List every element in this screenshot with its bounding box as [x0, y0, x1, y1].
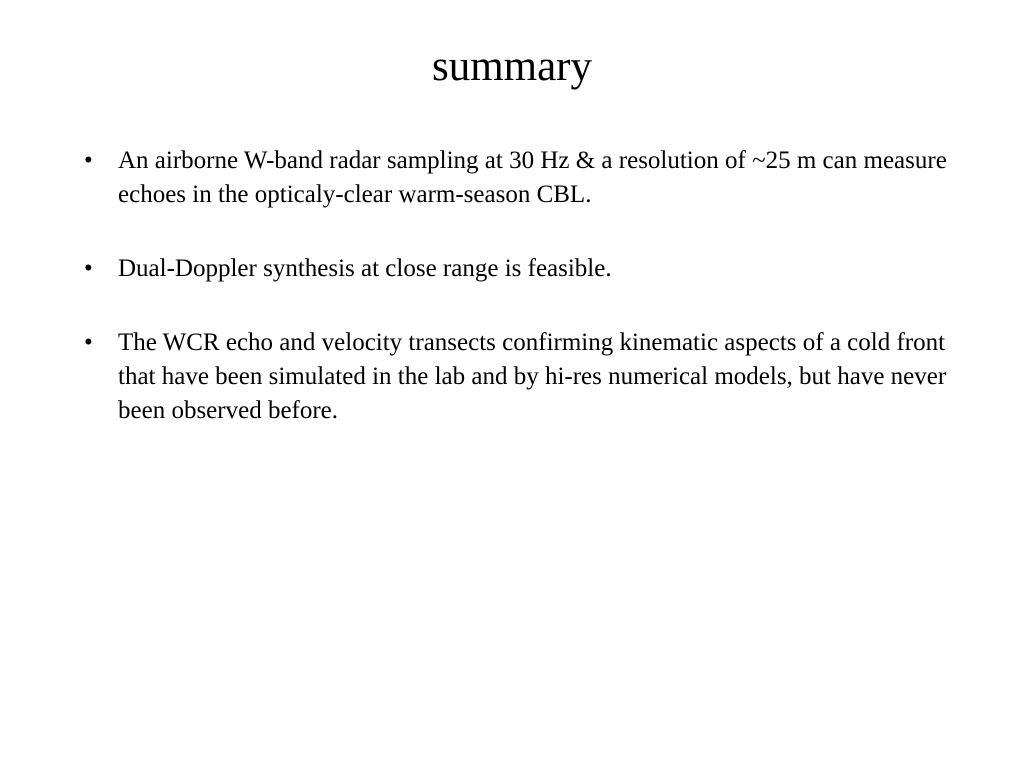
bullet-icon: • — [84, 147, 93, 174]
bullet-list — [78, 144, 978, 468]
slide-title: summary — [431, 43, 593, 90]
bullet-item — [78, 144, 978, 212]
bullet-item — [78, 326, 978, 428]
bullet-text: Dual-Doppler synthesis at close range is feasible. — [118, 255, 612, 282]
bullet-icon: • — [84, 329, 93, 356]
bullet-item — [78, 252, 978, 286]
bullet-icon: • — [84, 255, 93, 282]
bullet-text: An airborne W-band radar sampling at 30 Hz & a resolution of ~25 m can measure echoes in the opticaly-clear warm-season CBL. — [118, 147, 947, 208]
bullet-text: The WCR echo and velocity transects confirming kinematic aspects of a cold front that have been simulated in the lab and by hi-res numerical models, but have never been observed before. — [118, 329, 947, 424]
